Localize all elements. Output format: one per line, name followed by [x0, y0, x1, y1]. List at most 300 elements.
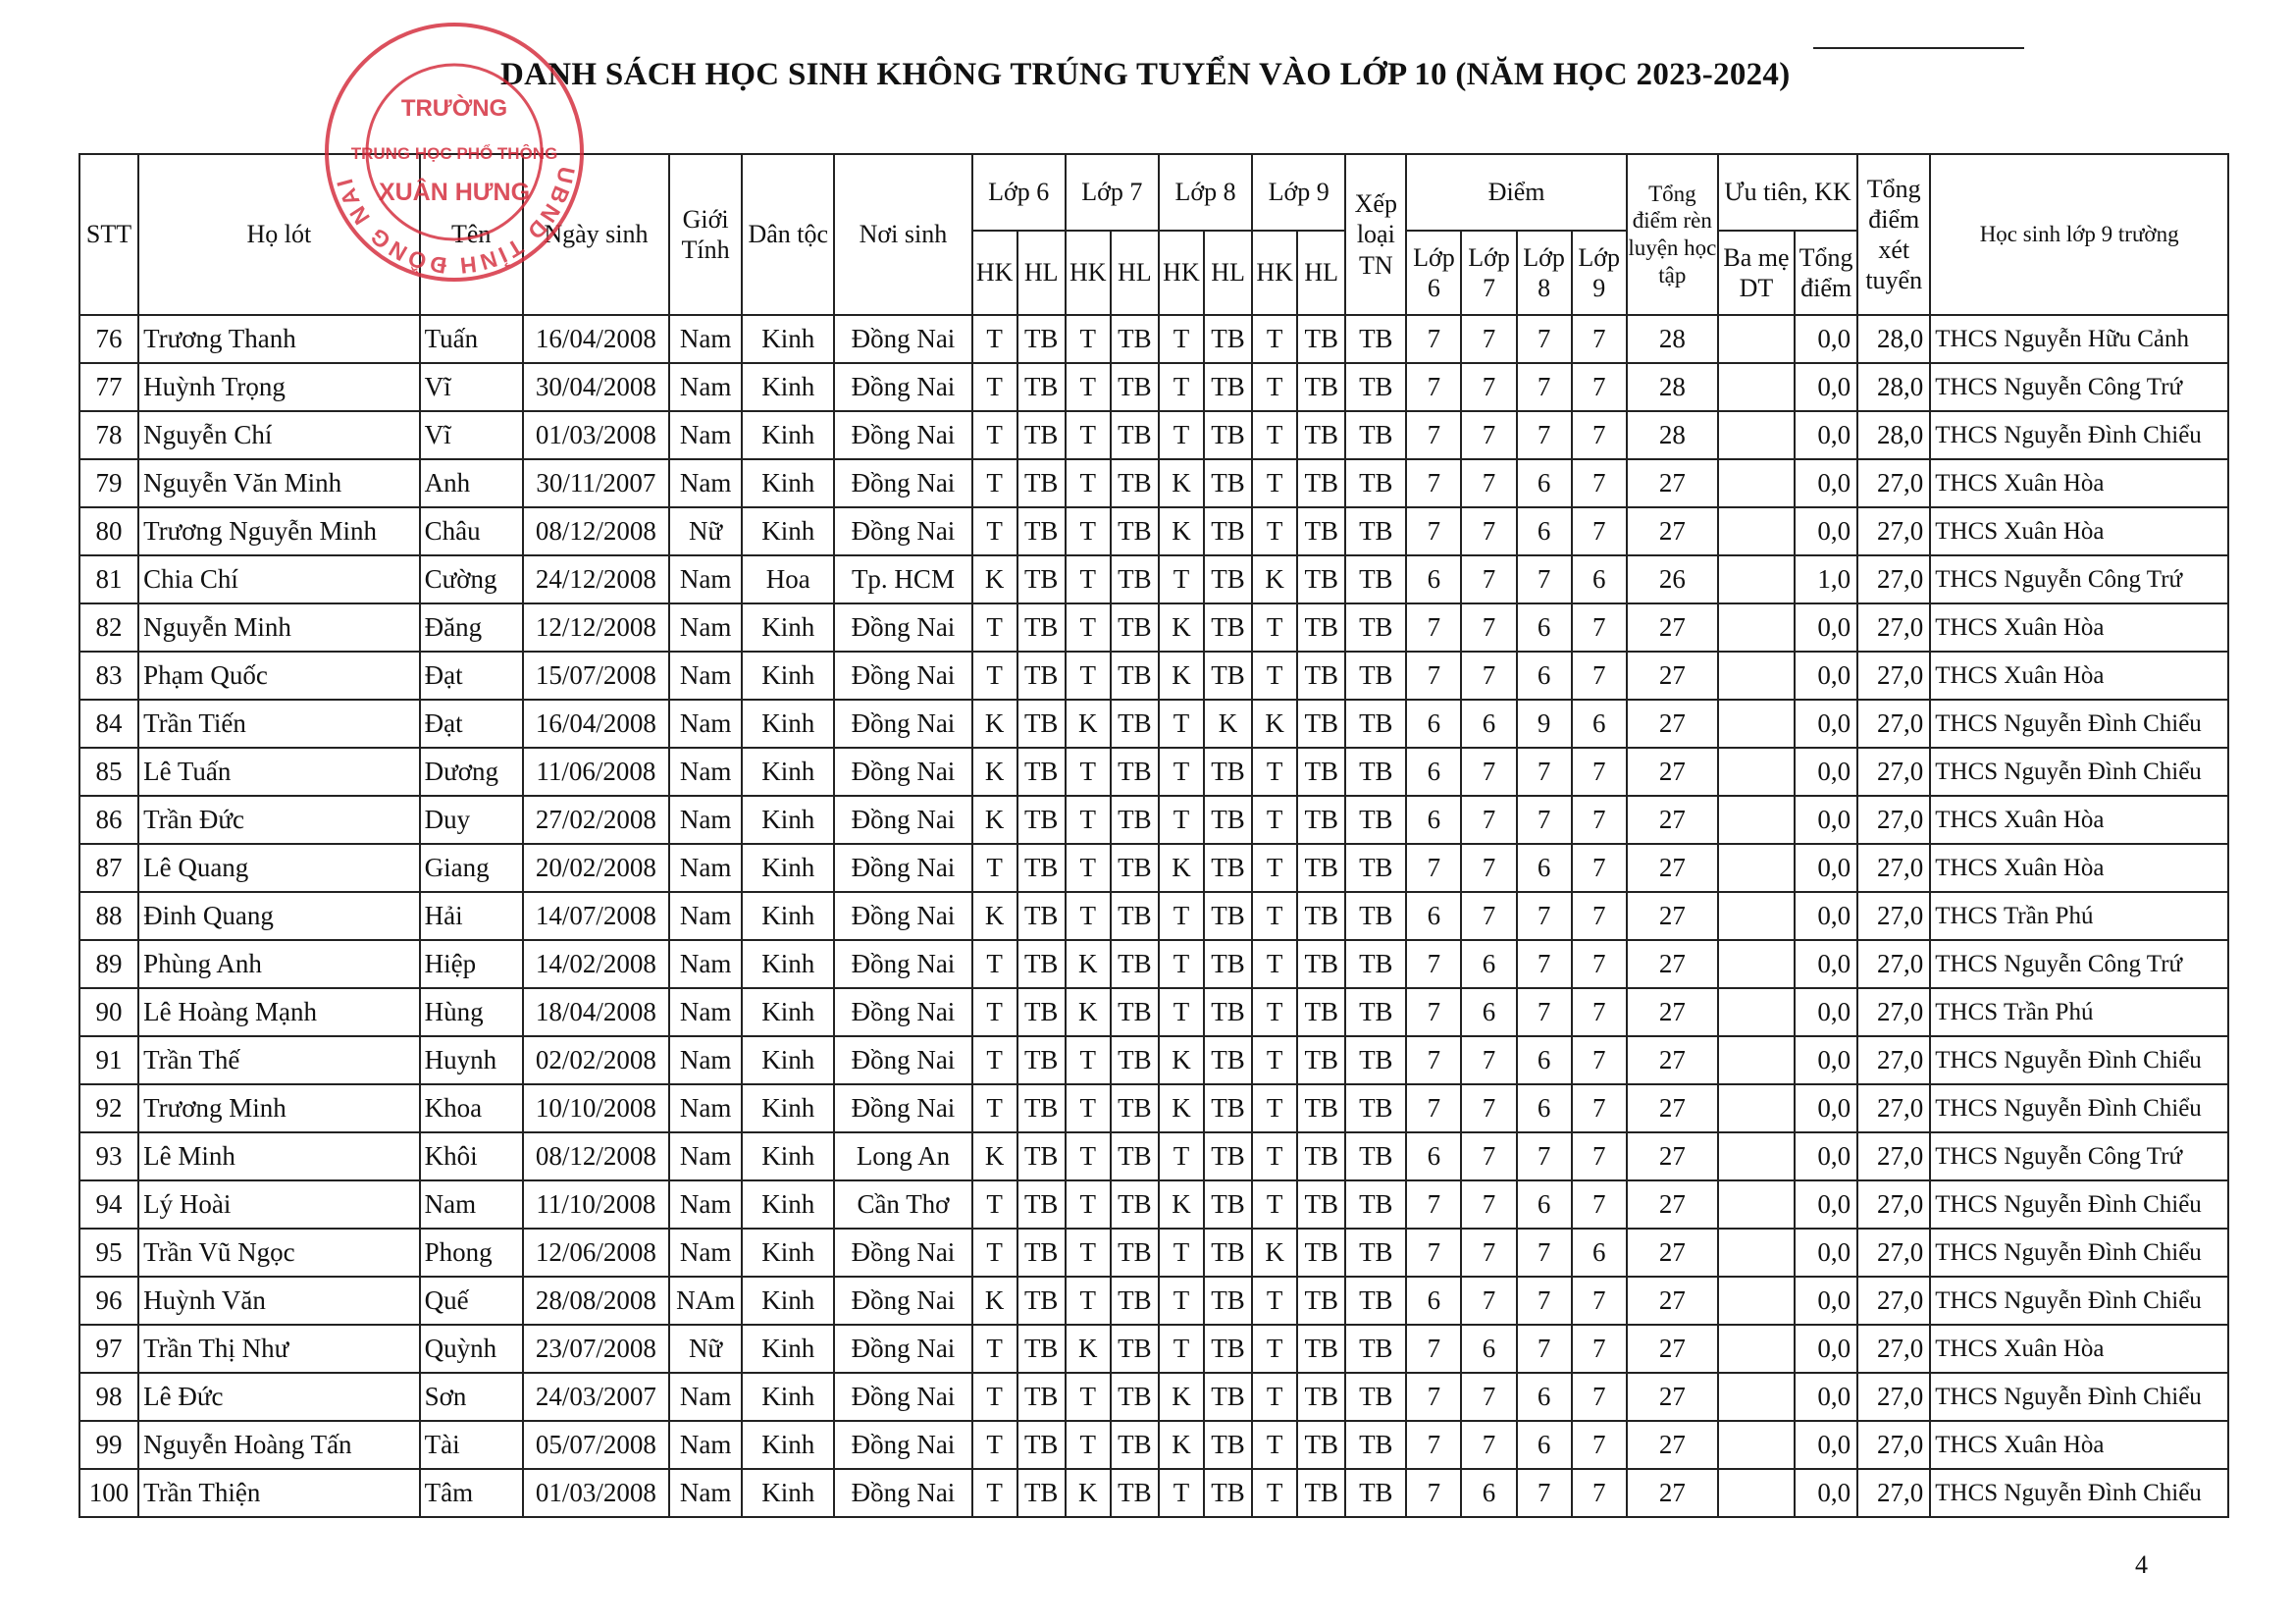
cell-diem-lop6: 7 [1406, 315, 1461, 363]
cell-ten: Hiệp [420, 940, 523, 988]
cell-noi-sinh: Đồng Nai [834, 363, 971, 411]
header-tong-diem-xet-tuyen: Tổng điểm xét tuyển [1857, 154, 1930, 315]
table-row [79, 988, 2228, 1036]
cell-stt: 91 [79, 1036, 138, 1084]
cell-diem-lop7: 6 [1461, 988, 1516, 1036]
cell-diem-lop6: 7 [1406, 1084, 1461, 1132]
cell-ho-lot: Nguyễn Văn Minh [138, 459, 420, 507]
cell-stt: 95 [79, 1229, 138, 1277]
cell-ho-lot: Lê Minh [138, 1132, 420, 1180]
cell-lop7-hl: TB [1111, 555, 1159, 603]
cell-stt: 84 [79, 700, 138, 748]
cell-ten: Châu [420, 507, 523, 555]
table-row [79, 363, 2228, 411]
document-title: DANH SÁCH HỌC SINH KHÔNG TRÚNG TUYỂN VÀO LỚP 10 (NĂM HỌC 2023-2024) [500, 57, 1791, 92]
cell-noi-sinh: Đồng Nai [834, 411, 971, 459]
header-truong: Học sinh lớp 9 trường [1930, 154, 2228, 315]
cell-noi-sinh: Đồng Nai [834, 1084, 971, 1132]
cell-diem-lop9: 7 [1572, 652, 1627, 700]
cell-diem-lop8: 6 [1517, 459, 1572, 507]
cell-lop9-hl: TB [1297, 892, 1345, 940]
cell-ba-me-dt [1718, 700, 1795, 748]
cell-truong: THCS Xuân Hòa [1930, 459, 2228, 507]
cell-lop6-hl: TB [1017, 1469, 1066, 1517]
cell-lop8-hl: TB [1204, 603, 1252, 652]
cell-noi-sinh: Đồng Nai [834, 1373, 971, 1421]
cell-tong-diem-ut: 0,0 [1795, 940, 1857, 988]
cell-truong: THCS Nguyễn Hữu Cảnh [1930, 315, 2228, 363]
cell-ten: Quỳnh [420, 1325, 523, 1373]
cell-truong: THCS Trần Phú [1930, 892, 2228, 940]
cell-lop7-hk: T [1066, 1373, 1111, 1421]
cell-ten: Huynh [420, 1036, 523, 1084]
cell-ten: Vĩ [420, 411, 523, 459]
cell-diem-lop8: 6 [1517, 1421, 1572, 1469]
cell-lop7-hl: TB [1111, 988, 1159, 1036]
cell-lop7-hl: TB [1111, 1132, 1159, 1180]
cell-lop7-hl: TB [1111, 1469, 1159, 1517]
header-hl: HL [1111, 231, 1159, 315]
cell-lop6-hk: T [972, 411, 1017, 459]
cell-ho-lot: Lê Đức [138, 1373, 420, 1421]
cell-gioi-tinh: Nam [669, 988, 742, 1036]
cell-diem-lop8: 7 [1517, 1132, 1572, 1180]
cell-lop9-hk: T [1252, 1084, 1297, 1132]
cell-ngay-sinh: 14/02/2008 [523, 940, 669, 988]
cell-ngay-sinh: 16/04/2008 [523, 315, 669, 363]
cell-xep-loai: TB [1345, 411, 1406, 459]
cell-ten: Hùng [420, 988, 523, 1036]
cell-lop7-hk: T [1066, 1421, 1111, 1469]
table-row [79, 507, 2228, 555]
cell-xep-loai: TB [1345, 988, 1406, 1036]
cell-ngay-sinh: 12/06/2008 [523, 1229, 669, 1277]
cell-xep-loai: TB [1345, 1036, 1406, 1084]
cell-diem-lop6: 7 [1406, 1180, 1461, 1229]
table-row [79, 1229, 2228, 1277]
cell-lop9-hl: TB [1297, 1229, 1345, 1277]
cell-diem-lop9: 7 [1572, 1084, 1627, 1132]
cell-lop7-hl: TB [1111, 940, 1159, 988]
cell-ngay-sinh: 02/02/2008 [523, 1036, 669, 1084]
cell-lop6-hk: T [972, 603, 1017, 652]
cell-xep-loai: TB [1345, 363, 1406, 411]
cell-tong-diem-xet-tuyen: 27,0 [1857, 555, 1930, 603]
cell-gioi-tinh: Nam [669, 748, 742, 796]
cell-tong-diem-xet-tuyen: 27,0 [1857, 844, 1930, 892]
table-row [79, 555, 2228, 603]
cell-tong-diem-ut: 0,0 [1795, 748, 1857, 796]
cell-tong-diem-ut: 0,0 [1795, 1373, 1857, 1421]
cell-tong-diem-xet-tuyen: 28,0 [1857, 363, 1930, 411]
cell-tong-diem-ut: 0,0 [1795, 1180, 1857, 1229]
cell-diem-lop6: 6 [1406, 796, 1461, 844]
cell-lop9-hl: TB [1297, 988, 1345, 1036]
cell-xep-loai: TB [1345, 315, 1406, 363]
cell-stt: 94 [79, 1180, 138, 1229]
cell-diem-lop8: 7 [1517, 1469, 1572, 1517]
cell-tong-diem-xet-tuyen: 27,0 [1857, 1229, 1930, 1277]
cell-gioi-tinh: Nam [669, 315, 742, 363]
cell-tong-diem-ren-luyen: 27 [1627, 700, 1718, 748]
cell-tong-diem-xet-tuyen: 28,0 [1857, 315, 1930, 363]
header-uu-tien: Ưu tiên, KK [1718, 154, 1857, 231]
cell-lop6-hk: T [972, 652, 1017, 700]
cell-lop7-hl: TB [1111, 1421, 1159, 1469]
cell-lop9-hl: TB [1297, 1469, 1345, 1517]
cell-ngay-sinh: 12/12/2008 [523, 603, 669, 652]
cell-noi-sinh: Đồng Nai [834, 1421, 971, 1469]
cell-ngay-sinh: 11/06/2008 [523, 748, 669, 796]
cell-lop6-hk: T [972, 1325, 1017, 1373]
cell-lop7-hl: TB [1111, 1277, 1159, 1325]
cell-lop7-hk: T [1066, 652, 1111, 700]
cell-lop7-hk: T [1066, 1277, 1111, 1325]
cell-lop7-hk: K [1066, 988, 1111, 1036]
header-dan-toc: Dân tộc [742, 154, 834, 315]
cell-xep-loai: TB [1345, 1469, 1406, 1517]
table-body [79, 315, 2228, 1517]
cell-truong: THCS Nguyễn Đình Chiểu [1930, 1036, 2228, 1084]
cell-diem-lop9: 7 [1572, 363, 1627, 411]
cell-truong: THCS Nguyễn Công Trứ [1930, 940, 2228, 988]
header-hk: HK [1066, 231, 1111, 315]
cell-lop6-hk: K [972, 700, 1017, 748]
cell-tong-diem-xet-tuyen: 27,0 [1857, 1373, 1930, 1421]
cell-diem-lop8: 6 [1517, 603, 1572, 652]
top-rule [1813, 47, 2024, 49]
cell-diem-lop7: 6 [1461, 940, 1516, 988]
cell-diem-lop7: 7 [1461, 1132, 1516, 1180]
cell-truong: THCS Nguyễn Đình Chiểu [1930, 1277, 2228, 1325]
cell-ngay-sinh: 11/10/2008 [523, 1180, 669, 1229]
cell-truong: THCS Nguyễn Đình Chiểu [1930, 1469, 2228, 1517]
cell-diem-lop9: 7 [1572, 507, 1627, 555]
cell-lop7-hl: TB [1111, 507, 1159, 555]
cell-diem-lop7: 7 [1461, 1180, 1516, 1229]
cell-lop7-hk: T [1066, 844, 1111, 892]
cell-diem-lop8: 7 [1517, 411, 1572, 459]
cell-lop7-hk: T [1066, 411, 1111, 459]
cell-ten: Đạt [420, 700, 523, 748]
cell-diem-lop9: 7 [1572, 1373, 1627, 1421]
cell-diem-lop6: 7 [1406, 1373, 1461, 1421]
cell-xep-loai: TB [1345, 700, 1406, 748]
cell-lop6-hk: T [972, 363, 1017, 411]
cell-lop8-hk: K [1159, 844, 1204, 892]
cell-lop6-hl: TB [1017, 652, 1066, 700]
cell-tong-diem-ut: 0,0 [1795, 1469, 1857, 1517]
cell-ho-lot: Trần Tiến [138, 700, 420, 748]
cell-lop6-hl: TB [1017, 1036, 1066, 1084]
cell-truong: THCS Nguyễn Đình Chiểu [1930, 1180, 2228, 1229]
cell-ho-lot: Phùng Anh [138, 940, 420, 988]
cell-gioi-tinh: Nam [669, 700, 742, 748]
cell-lop8-hk: T [1159, 748, 1204, 796]
cell-diem-lop7: 7 [1461, 315, 1516, 363]
header-hk: HK [1252, 231, 1297, 315]
cell-dan-toc: Kinh [742, 940, 834, 988]
cell-stt: 87 [79, 844, 138, 892]
cell-tong-diem-ren-luyen: 28 [1627, 363, 1718, 411]
cell-ngay-sinh: 14/07/2008 [523, 892, 669, 940]
cell-lop8-hl: TB [1204, 1421, 1252, 1469]
cell-xep-loai: TB [1345, 892, 1406, 940]
cell-diem-lop6: 7 [1406, 603, 1461, 652]
cell-lop6-hk: K [972, 1132, 1017, 1180]
cell-gioi-tinh: Nam [669, 1036, 742, 1084]
cell-lop9-hl: TB [1297, 940, 1345, 988]
cell-gioi-tinh: Nam [669, 1373, 742, 1421]
cell-diem-lop9: 7 [1572, 1132, 1627, 1180]
cell-diem-lop7: 7 [1461, 748, 1516, 796]
cell-diem-lop8: 7 [1517, 940, 1572, 988]
cell-lop7-hk: T [1066, 748, 1111, 796]
cell-ba-me-dt [1718, 1325, 1795, 1373]
cell-ba-me-dt [1718, 988, 1795, 1036]
cell-ba-me-dt [1718, 411, 1795, 459]
header-hk: HK [1159, 231, 1204, 315]
cell-lop8-hk: K [1159, 603, 1204, 652]
cell-lop7-hk: K [1066, 940, 1111, 988]
cell-diem-lop8: 7 [1517, 748, 1572, 796]
cell-lop9-hl: TB [1297, 1180, 1345, 1229]
cell-tong-diem-ren-luyen: 27 [1627, 988, 1718, 1036]
cell-gioi-tinh: Nam [669, 652, 742, 700]
cell-ngay-sinh: 23/07/2008 [523, 1325, 669, 1373]
cell-lop7-hk: K [1066, 700, 1111, 748]
cell-lop7-hl: TB [1111, 1180, 1159, 1229]
cell-tong-diem-xet-tuyen: 27,0 [1857, 1132, 1930, 1180]
cell-ngay-sinh: 20/02/2008 [523, 844, 669, 892]
cell-lop7-hk: T [1066, 1229, 1111, 1277]
cell-xep-loai: TB [1345, 507, 1406, 555]
header-ngay-sinh: Ngày sinh [523, 154, 669, 315]
cell-diem-lop8: 7 [1517, 315, 1572, 363]
cell-gioi-tinh: Nam [669, 1229, 742, 1277]
cell-gioi-tinh: Nữ [669, 507, 742, 555]
cell-lop8-hl: TB [1204, 1373, 1252, 1421]
cell-diem-lop9: 7 [1572, 940, 1627, 988]
cell-stt: 93 [79, 1132, 138, 1180]
cell-diem-lop9: 7 [1572, 748, 1627, 796]
cell-tong-diem-ut: 0,0 [1795, 1084, 1857, 1132]
cell-xep-loai: TB [1345, 1180, 1406, 1229]
cell-lop6-hk: T [972, 1180, 1017, 1229]
cell-diem-lop7: 7 [1461, 1277, 1516, 1325]
cell-ten: Giang [420, 844, 523, 892]
cell-lop6-hk: T [972, 1469, 1017, 1517]
cell-diem-lop6: 6 [1406, 700, 1461, 748]
table-row [79, 844, 2228, 892]
cell-xep-loai: TB [1345, 603, 1406, 652]
cell-lop7-hk: T [1066, 603, 1111, 652]
cell-ngay-sinh: 24/12/2008 [523, 555, 669, 603]
cell-tong-diem-ren-luyen: 27 [1627, 748, 1718, 796]
cell-gioi-tinh: Nam [669, 1421, 742, 1469]
table-row [79, 1373, 2228, 1421]
cell-ten: Vĩ [420, 363, 523, 411]
cell-diem-lop9: 7 [1572, 892, 1627, 940]
table-row [79, 652, 2228, 700]
cell-lop9-hl: TB [1297, 1421, 1345, 1469]
cell-lop9-hk: T [1252, 315, 1297, 363]
cell-tong-diem-xet-tuyen: 27,0 [1857, 748, 1930, 796]
cell-tong-diem-ut: 0,0 [1795, 796, 1857, 844]
cell-truong: THCS Xuân Hòa [1930, 844, 2228, 892]
cell-truong: THCS Xuân Hòa [1930, 1325, 2228, 1373]
cell-lop9-hk: T [1252, 603, 1297, 652]
cell-stt: 76 [79, 315, 138, 363]
cell-lop6-hl: TB [1017, 1373, 1066, 1421]
cell-tong-diem-xet-tuyen: 27,0 [1857, 1036, 1930, 1084]
cell-tong-diem-xet-tuyen: 27,0 [1857, 1421, 1930, 1469]
cell-xep-loai: TB [1345, 1277, 1406, 1325]
cell-lop6-hk: K [972, 796, 1017, 844]
cell-lop8-hl: TB [1204, 796, 1252, 844]
cell-diem-lop8: 7 [1517, 796, 1572, 844]
cell-tong-diem-ren-luyen: 28 [1627, 315, 1718, 363]
cell-ba-me-dt [1718, 796, 1795, 844]
table-row [79, 796, 2228, 844]
cell-lop9-hk: T [1252, 1132, 1297, 1180]
cell-diem-lop8: 7 [1517, 988, 1572, 1036]
cell-stt: 92 [79, 1084, 138, 1132]
cell-diem-lop8: 6 [1517, 507, 1572, 555]
cell-truong: THCS Xuân Hòa [1930, 603, 2228, 652]
cell-noi-sinh: Long An [834, 1132, 971, 1180]
cell-lop6-hk: K [972, 555, 1017, 603]
cell-lop9-hk: K [1252, 700, 1297, 748]
cell-lop9-hk: T [1252, 748, 1297, 796]
cell-xep-loai: TB [1345, 555, 1406, 603]
cell-lop8-hl: TB [1204, 363, 1252, 411]
cell-lop8-hk: T [1159, 411, 1204, 459]
cell-lop8-hl: TB [1204, 748, 1252, 796]
cell-dan-toc: Kinh [742, 507, 834, 555]
cell-tong-diem-ren-luyen: 27 [1627, 1132, 1718, 1180]
cell-lop7-hk: T [1066, 1132, 1111, 1180]
cell-lop8-hl: TB [1204, 1277, 1252, 1325]
cell-gioi-tinh: Nam [669, 603, 742, 652]
header-lop8: Lớp 8 [1159, 154, 1252, 231]
cell-ho-lot: Chia Chí [138, 555, 420, 603]
cell-lop8-hl: TB [1204, 555, 1252, 603]
cell-ngay-sinh: 30/11/2007 [523, 459, 669, 507]
cell-lop6-hk: T [972, 1229, 1017, 1277]
cell-lop9-hl: TB [1297, 507, 1345, 555]
cell-lop6-hk: T [972, 507, 1017, 555]
cell-diem-lop8: 9 [1517, 700, 1572, 748]
cell-ho-lot: Trần Thiện [138, 1469, 420, 1517]
cell-diem-lop8: 7 [1517, 363, 1572, 411]
cell-diem-lop6: 7 [1406, 1469, 1461, 1517]
cell-gioi-tinh: Nam [669, 411, 742, 459]
cell-lop7-hl: TB [1111, 1325, 1159, 1373]
cell-diem-lop9: 7 [1572, 796, 1627, 844]
cell-lop6-hl: TB [1017, 603, 1066, 652]
cell-lop6-hl: TB [1017, 1325, 1066, 1373]
cell-diem-lop8: 6 [1517, 844, 1572, 892]
cell-ba-me-dt [1718, 1373, 1795, 1421]
cell-ba-me-dt [1718, 459, 1795, 507]
cell-lop9-hl: TB [1297, 796, 1345, 844]
cell-diem-lop6: 7 [1406, 507, 1461, 555]
cell-lop9-hl: TB [1297, 411, 1345, 459]
cell-tong-diem-xet-tuyen: 27,0 [1857, 1469, 1930, 1517]
cell-noi-sinh: Đồng Nai [834, 1325, 971, 1373]
cell-tong-diem-ren-luyen: 27 [1627, 1469, 1718, 1517]
cell-tong-diem-ren-luyen: 27 [1627, 796, 1718, 844]
cell-stt: 83 [79, 652, 138, 700]
cell-diem-lop6: 6 [1406, 555, 1461, 603]
cell-ten: Hải [420, 892, 523, 940]
cell-tong-diem-ut: 1,0 [1795, 555, 1857, 603]
cell-diem-lop9: 7 [1572, 459, 1627, 507]
cell-lop7-hk: T [1066, 1084, 1111, 1132]
cell-lop9-hl: TB [1297, 1084, 1345, 1132]
cell-truong: THCS Nguyễn Đình Chiểu [1930, 700, 2228, 748]
cell-tong-diem-ut: 0,0 [1795, 603, 1857, 652]
cell-lop9-hk: K [1252, 555, 1297, 603]
cell-tong-diem-xet-tuyen: 27,0 [1857, 1084, 1930, 1132]
cell-diem-lop6: 7 [1406, 1229, 1461, 1277]
cell-tong-diem-ren-luyen: 27 [1627, 459, 1718, 507]
cell-lop9-hk: K [1252, 1229, 1297, 1277]
cell-ngay-sinh: 08/12/2008 [523, 507, 669, 555]
cell-lop8-hk: K [1159, 1084, 1204, 1132]
cell-ten: Anh [420, 459, 523, 507]
cell-lop7-hk: K [1066, 1325, 1111, 1373]
cell-tong-diem-ren-luyen: 27 [1627, 892, 1718, 940]
cell-diem-lop7: 7 [1461, 1373, 1516, 1421]
cell-ho-lot: Nguyễn Hoàng Tấn [138, 1421, 420, 1469]
cell-ba-me-dt [1718, 940, 1795, 988]
cell-dan-toc: Kinh [742, 363, 834, 411]
cell-tong-diem-ut: 0,0 [1795, 363, 1857, 411]
cell-ngay-sinh: 30/04/2008 [523, 363, 669, 411]
cell-xep-loai: TB [1345, 796, 1406, 844]
cell-diem-lop8: 6 [1517, 1180, 1572, 1229]
cell-lop6-hk: T [972, 988, 1017, 1036]
header-gioi-tinh: Giới Tính [669, 154, 742, 315]
table-row [79, 1277, 2228, 1325]
cell-dan-toc: Kinh [742, 411, 834, 459]
cell-lop9-hk: T [1252, 940, 1297, 988]
cell-noi-sinh: Đồng Nai [834, 507, 971, 555]
cell-dan-toc: Kinh [742, 844, 834, 892]
cell-stt: 85 [79, 748, 138, 796]
cell-lop9-hk: T [1252, 1277, 1297, 1325]
cell-truong: THCS Nguyễn Công Trứ [1930, 555, 2228, 603]
cell-lop8-hk: T [1159, 1229, 1204, 1277]
cell-diem-lop9: 7 [1572, 1325, 1627, 1373]
cell-dan-toc: Kinh [742, 1229, 834, 1277]
header-tong-diem-ut: Tổng điểm [1795, 231, 1857, 315]
cell-lop8-hl: TB [1204, 411, 1252, 459]
cell-diem-lop6: 7 [1406, 363, 1461, 411]
cell-ten: Khoa [420, 1084, 523, 1132]
cell-diem-lop9: 6 [1572, 1229, 1627, 1277]
cell-noi-sinh: Đồng Nai [834, 459, 971, 507]
cell-tong-diem-ren-luyen: 27 [1627, 940, 1718, 988]
cell-lop6-hl: TB [1017, 1132, 1066, 1180]
cell-noi-sinh: Đồng Nai [834, 652, 971, 700]
cell-lop8-hk: T [1159, 315, 1204, 363]
header-lop9: Lớp 9 [1252, 154, 1345, 231]
cell-ba-me-dt [1718, 507, 1795, 555]
cell-ten: Tâm [420, 1469, 523, 1517]
